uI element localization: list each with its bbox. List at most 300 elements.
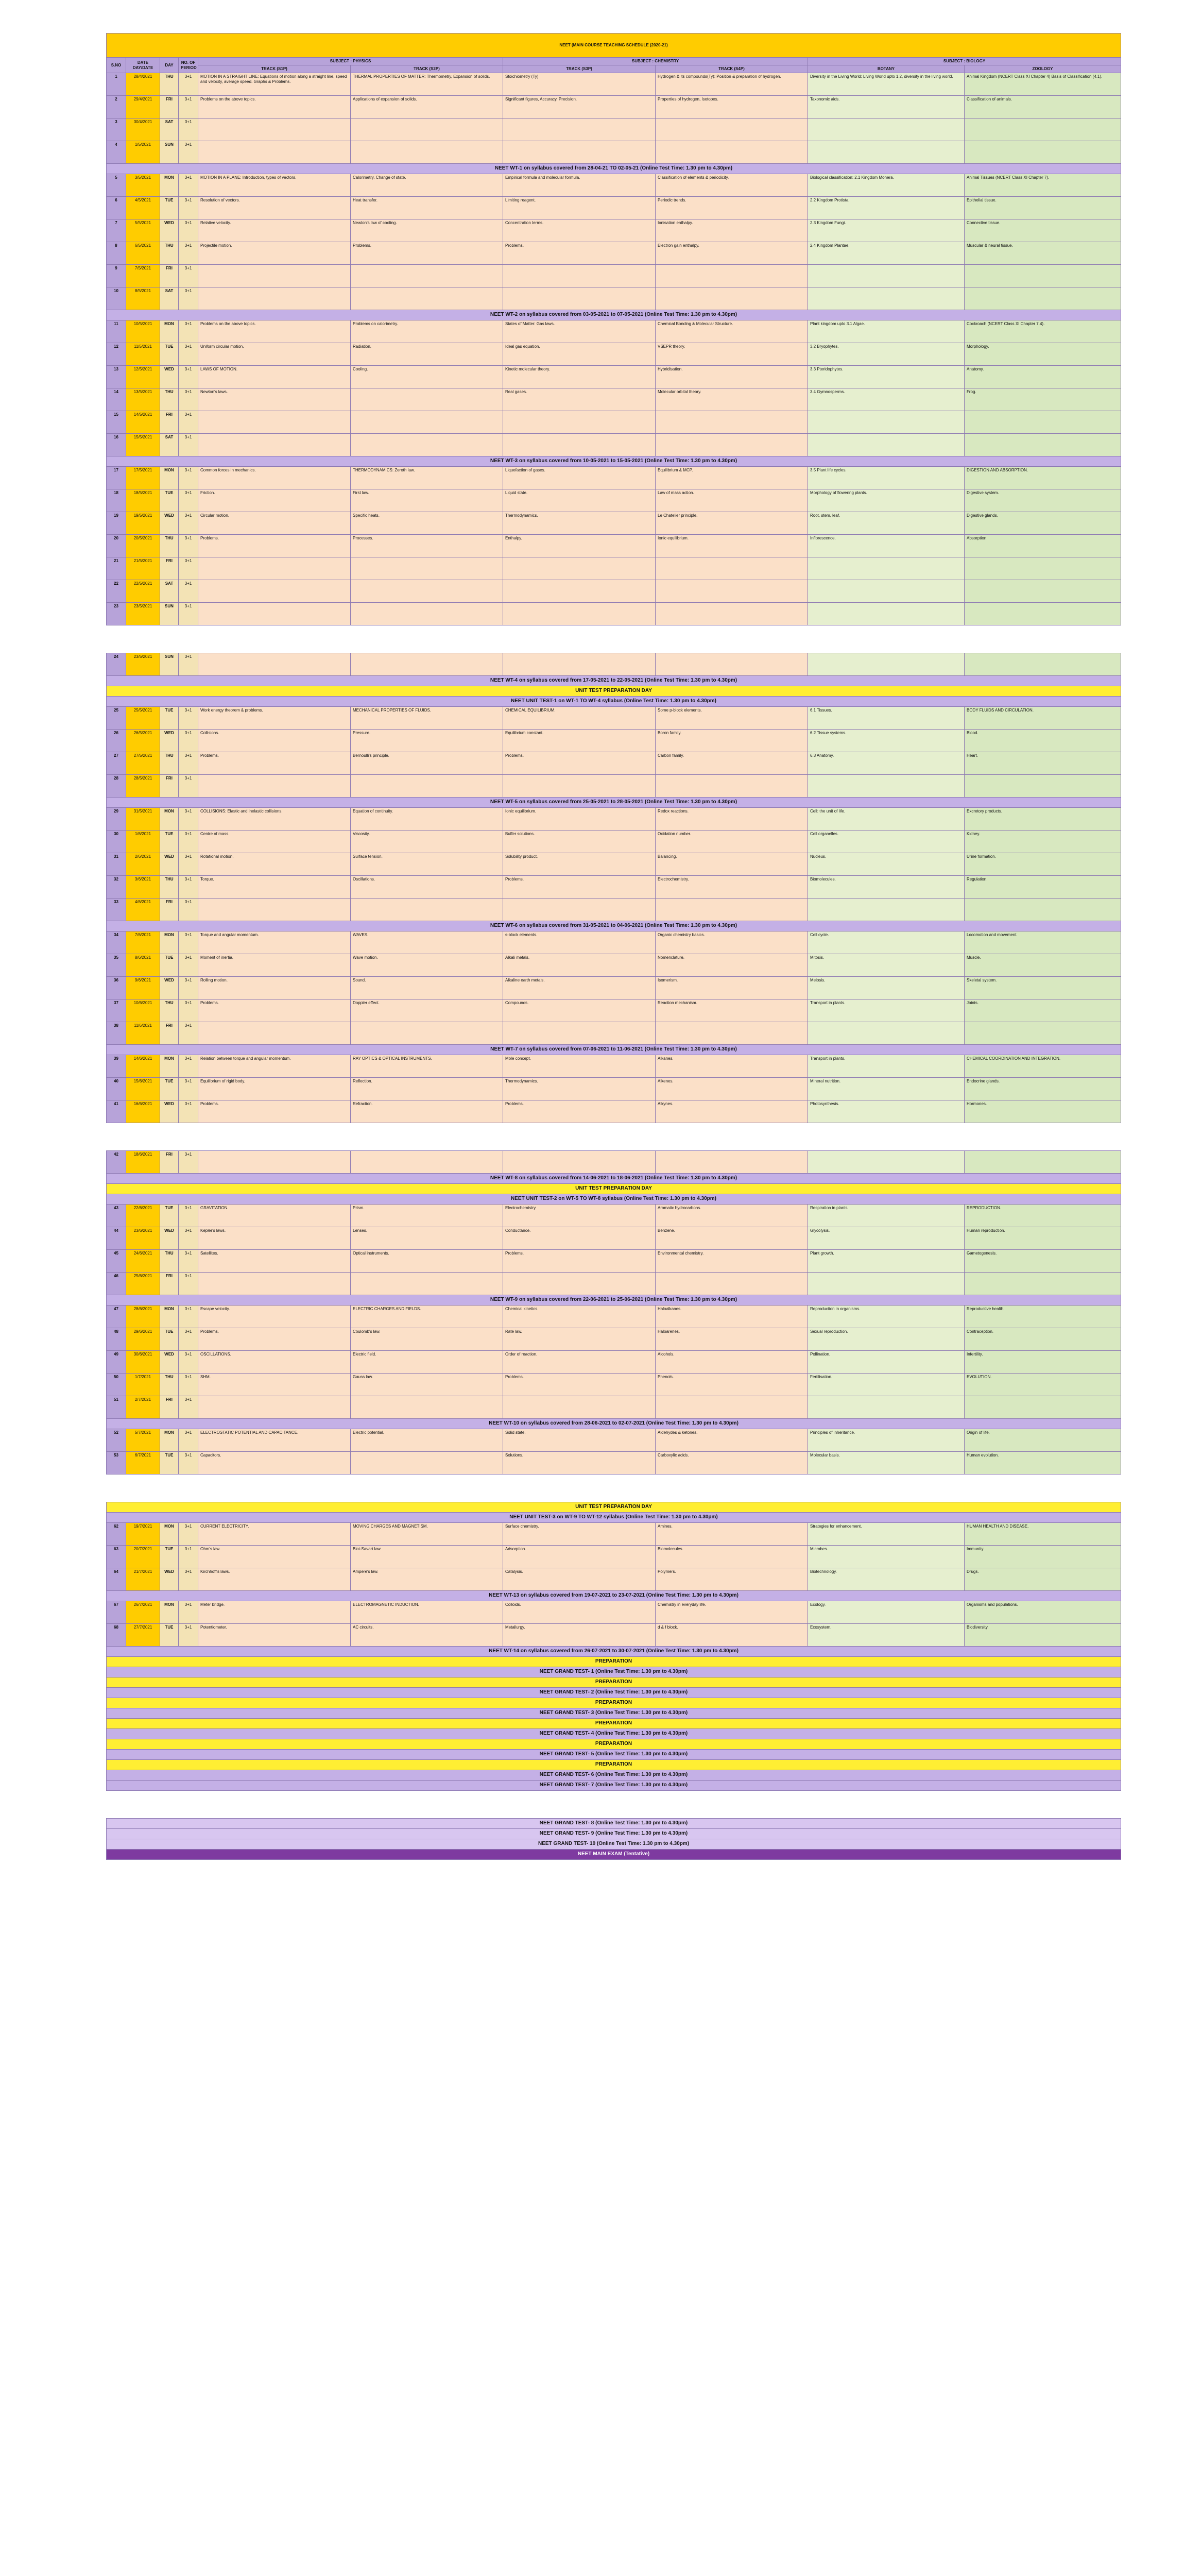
row-periods: 3+1 <box>179 1273 198 1295</box>
chemistry-track-s3-cell: Solutions. <box>503 1452 656 1475</box>
row-day: WED <box>160 1351 179 1374</box>
physics-track-s1-cell: Relative velocity. <box>198 219 351 242</box>
chemistry-track-s4-cell: Le Chatelier principle. <box>656 512 808 535</box>
row-number: 37 <box>107 999 126 1022</box>
chemistry-track-s3-cell: Alkaline earth metals. <box>503 977 656 999</box>
row-periods: 3+1 <box>179 1250 198 1273</box>
chemistry-track-s4-cell: Properties of hydrogen, Isotopes. <box>656 96 808 118</box>
row-number: 38 <box>107 1022 126 1045</box>
schedule-day-row <box>107 752 1121 775</box>
row-periods: 3+1 <box>179 752 198 775</box>
schedule-banner-row <box>107 1419 1121 1429</box>
physics-track-s1-cell: ELECTROSTATIC POTENTIAL AND CAPACITANCE. <box>198 1429 351 1452</box>
row-day: TUE <box>160 343 179 366</box>
schedule-banner-row <box>107 1781 1121 1791</box>
row-date: 20/7/2021 <box>126 1546 160 1568</box>
physics-track-s1-cell <box>198 603 351 625</box>
physics-track-s1-cell: MOTION IN A STRAIGHT LINE: Equations of motion along a straight line, speed and velocity, average speed. Graphs & Problems. <box>198 73 351 96</box>
row-date: 11/6/2021 <box>126 1022 160 1045</box>
botany-cell: Cell cycle. <box>808 931 965 954</box>
botany-cell: Transport in plants. <box>808 1055 965 1078</box>
botany-cell: Inflorescence. <box>808 535 965 557</box>
row-periods: 3+1 <box>179 653 198 676</box>
physics-track-s2-cell: THERMODYNAMICS: Zeroth law. <box>351 467 503 489</box>
physics-track-s1-cell: Kepler's laws. <box>198 1227 351 1250</box>
schedule-banner-row <box>107 1760 1121 1770</box>
row-day: THU <box>160 752 179 775</box>
col-botany: BOTANY <box>808 65 965 73</box>
chemistry-track-s3-cell: Problems. <box>503 1100 656 1123</box>
chemistry-track-s4-cell: Haloarenes. <box>656 1328 808 1351</box>
row-day: MON <box>160 1523 179 1546</box>
physics-track-s2-cell: Calorimetry, Change of state. <box>351 174 503 197</box>
schedule-day-row <box>107 1452 1121 1475</box>
chemistry-track-s4-cell: Chemical Bonding & Molecular Structure. <box>656 320 808 343</box>
zoology-cell <box>965 775 1121 798</box>
row-periods: 3+1 <box>179 174 198 197</box>
banner-text: NEET GRAND TEST- 2 (Online Test Time: 1.30 pm to 4.30pm) <box>107 1688 1121 1698</box>
physics-track-s1-cell <box>198 1396 351 1419</box>
botany-cell <box>808 265 965 287</box>
row-date: 8/5/2021 <box>126 287 160 310</box>
zoology-cell: Skeletal system. <box>965 977 1121 999</box>
chemistry-track-s3-cell: Empirical formula and molecular formula. <box>503 174 656 197</box>
row-date: 14/5/2021 <box>126 411 160 434</box>
physics-track-s1-cell: Problems on the above topics. <box>198 96 351 118</box>
schedule-banner-row <box>107 1657 1121 1667</box>
row-number: 43 <box>107 1205 126 1227</box>
row-date: 24/6/2021 <box>126 1250 160 1273</box>
chemistry-track-s3-cell: Significant figures, Accuracy, Precision. <box>503 96 656 118</box>
banner-text: PREPARATION <box>107 1698 1121 1708</box>
row-number: 20 <box>107 535 126 557</box>
physics-track-s2-cell: MECHANICAL PROPERTIES OF FLUIDS. <box>351 707 503 730</box>
row-date: 5/7/2021 <box>126 1429 160 1452</box>
physics-track-s2-cell: Bernoulli's principle. <box>351 752 503 775</box>
chemistry-track-s3-cell: Adsorption. <box>503 1546 656 1568</box>
banner-text: NEET WT-9 on syllabus covered from 22-06-2021 to 25-06-2021 (Online Test Time: 1.30 pm to 4.30pm) <box>107 1295 1121 1306</box>
row-number: 32 <box>107 876 126 899</box>
page-gap <box>107 625 1121 653</box>
row-day: THU <box>160 1250 179 1273</box>
row-date: 26/5/2021 <box>126 730 160 752</box>
schedule-banner-row <box>107 456 1121 467</box>
botany-cell: 3.5 Plant life cycles. <box>808 467 965 489</box>
row-date: 28/5/2021 <box>126 775 160 798</box>
physics-track-s1-cell: Escape velocity. <box>198 1306 351 1328</box>
physics-track-s2-cell: Electric potential. <box>351 1429 503 1452</box>
schedule-title: NEET (MAIN COURSE TEACHING SCHEDULE (2020-21) <box>107 33 1121 58</box>
zoology-cell: REPRODUCTION. <box>965 1205 1121 1227</box>
row-date: 27/5/2021 <box>126 752 160 775</box>
chemistry-track-s4-cell <box>656 434 808 456</box>
chemistry-track-s4-cell: Haloalkanes. <box>656 1306 808 1328</box>
row-number: 67 <box>107 1601 126 1624</box>
row-date: 27/7/2021 <box>126 1624 160 1647</box>
row-number: 46 <box>107 1273 126 1295</box>
row-number: 23 <box>107 603 126 625</box>
zoology-cell: CHEMICAL COORDINATION AND INTEGRATION. <box>965 1055 1121 1078</box>
row-periods: 3+1 <box>179 197 198 219</box>
physics-track-s1-cell: Problems. <box>198 1328 351 1351</box>
row-date: 23/5/2021 <box>126 653 160 676</box>
zoology-cell: Heart. <box>965 752 1121 775</box>
banner-text: NEET GRAND TEST- 7 (Online Test Time: 1.30 pm to 4.30pm) <box>107 1781 1121 1791</box>
schedule-day-row <box>107 343 1121 366</box>
row-day: FRI <box>160 1273 179 1295</box>
schedule-day-row <box>107 1100 1121 1123</box>
row-number: 2 <box>107 96 126 118</box>
row-day: SUN <box>160 603 179 625</box>
physics-track-s2-cell: First law. <box>351 489 503 512</box>
schedule-banner-row <box>107 1770 1121 1781</box>
schedule-banner-row <box>107 1513 1121 1523</box>
chemistry-track-s3-cell <box>503 265 656 287</box>
physics-track-s2-cell <box>351 411 503 434</box>
botany-cell <box>808 411 965 434</box>
physics-track-s2-cell: Newton's law of cooling. <box>351 219 503 242</box>
physics-track-s2-cell <box>351 899 503 921</box>
schedule-banner-row <box>107 1750 1121 1760</box>
chemistry-track-s3-cell: Limiting reagent. <box>503 197 656 219</box>
row-date: 6/5/2021 <box>126 242 160 265</box>
schedule-day-row <box>107 118 1121 141</box>
row-periods: 3+1 <box>179 1396 198 1419</box>
physics-track-s2-cell: Viscosity. <box>351 831 503 853</box>
chemistry-track-s4-cell: Carboxylic acids. <box>656 1452 808 1475</box>
row-day: FRI <box>160 1151 179 1174</box>
zoology-cell <box>965 118 1121 141</box>
schedule-banner-row <box>107 164 1121 174</box>
row-periods: 3+1 <box>179 876 198 899</box>
physics-track-s2-cell: Cooling. <box>351 366 503 388</box>
chemistry-track-s4-cell: Some p-block elements. <box>656 707 808 730</box>
physics-track-s2-cell: ELECTROMAGNETIC INDUCTION. <box>351 1601 503 1624</box>
zoology-cell: Anatomy. <box>965 366 1121 388</box>
row-date: 20/5/2021 <box>126 535 160 557</box>
zoology-cell <box>965 899 1121 921</box>
row-date: 10/5/2021 <box>126 320 160 343</box>
botany-cell: Pollination. <box>808 1351 965 1374</box>
row-date: 3/6/2021 <box>126 876 160 899</box>
row-number: 62 <box>107 1523 126 1546</box>
schedule-day-row <box>107 899 1121 921</box>
chemistry-track-s4-cell: Phenols. <box>656 1374 808 1396</box>
row-periods: 3+1 <box>179 141 198 164</box>
physics-track-s2-cell: Coulomb's law. <box>351 1328 503 1351</box>
schedule-banner-row <box>107 1729 1121 1739</box>
schedule-banner-row <box>107 676 1121 686</box>
schedule-table <box>106 33 1121 1860</box>
chemistry-track-s4-cell: VSEPR theory. <box>656 343 808 366</box>
row-date: 7/6/2021 <box>126 931 160 954</box>
physics-track-s1-cell: GRAVITATION. <box>198 1205 351 1227</box>
row-number: 3 <box>107 118 126 141</box>
page-gap <box>107 1475 1121 1502</box>
chemistry-track-s4-cell: Classification of elements & periodicity. <box>656 174 808 197</box>
physics-track-s1-cell: Capacitors. <box>198 1452 351 1475</box>
row-periods: 3+1 <box>179 118 198 141</box>
schedule-banner-row <box>107 1295 1121 1306</box>
schedule-banner-row <box>107 1819 1121 1829</box>
row-date: 29/4/2021 <box>126 96 160 118</box>
row-date: 1/7/2021 <box>126 1374 160 1396</box>
row-day: TUE <box>160 1328 179 1351</box>
banner-text: PREPARATION <box>107 1677 1121 1688</box>
physics-track-s1-cell <box>198 653 351 676</box>
row-day: MON <box>160 467 179 489</box>
physics-track-s2-cell: Gauss law. <box>351 1374 503 1396</box>
row-periods: 3+1 <box>179 954 198 977</box>
physics-track-s1-cell: OSCILLATIONS. <box>198 1351 351 1374</box>
botany-cell: Fertilisation. <box>808 1374 965 1396</box>
chemistry-track-s4-cell <box>656 411 808 434</box>
botany-cell <box>808 603 965 625</box>
physics-track-s2-cell: Reflection. <box>351 1078 503 1100</box>
physics-track-s2-cell: Problems. <box>351 242 503 265</box>
physics-track-s2-cell: Equation of continuity. <box>351 808 503 831</box>
schedule-day-row <box>107 1601 1121 1624</box>
physics-track-s1-cell: Moment of inertia. <box>198 954 351 977</box>
row-day: WED <box>160 977 179 999</box>
chemistry-track-s4-cell: d & f block. <box>656 1624 808 1647</box>
physics-track-s2-cell: Surface tension. <box>351 853 503 876</box>
zoology-cell: Morphology. <box>965 343 1121 366</box>
row-number: 36 <box>107 977 126 999</box>
banner-text: NEET WT-6 on syllabus covered from 31-05-2021 to 04-06-2021 (Online Test Time: 1.30 pm to 4.30pm) <box>107 921 1121 931</box>
chemistry-track-s4-cell: Electron gain enthalpy. <box>656 242 808 265</box>
row-day: FRI <box>160 557 179 580</box>
row-date: 26/7/2021 <box>126 1601 160 1624</box>
zoology-cell: Gametogenesis. <box>965 1250 1121 1273</box>
chemistry-track-s4-cell: Benzene. <box>656 1227 808 1250</box>
row-periods: 3+1 <box>179 489 198 512</box>
row-periods: 3+1 <box>179 899 198 921</box>
chemistry-track-s3-cell <box>503 580 656 603</box>
zoology-cell: Contraception. <box>965 1328 1121 1351</box>
zoology-cell: BODY FLUIDS AND CIRCULATION. <box>965 707 1121 730</box>
banner-text: NEET GRAND TEST- 1 (Online Test Time: 1.30 pm to 4.30pm) <box>107 1667 1121 1677</box>
physics-track-s2-cell: Applications of expansion of solids. <box>351 96 503 118</box>
row-date: 10/6/2021 <box>126 999 160 1022</box>
chemistry-track-s4-cell <box>656 1022 808 1045</box>
chemistry-track-s3-cell: Rate law. <box>503 1328 656 1351</box>
schedule-day-row <box>107 535 1121 557</box>
schedule-day-row <box>107 320 1121 343</box>
row-date: 21/7/2021 <box>126 1568 160 1591</box>
zoology-cell: Connective tissue. <box>965 219 1121 242</box>
physics-track-s2-cell <box>351 1151 503 1174</box>
physics-track-s1-cell: Newton's laws. <box>198 388 351 411</box>
schedule-day-row <box>107 876 1121 899</box>
schedule-day-row <box>107 1523 1121 1546</box>
row-number: 19 <box>107 512 126 535</box>
row-day: MON <box>160 1429 179 1452</box>
physics-track-s2-cell <box>351 1022 503 1045</box>
chemistry-track-s3-cell: Catalysis. <box>503 1568 656 1591</box>
physics-track-s1-cell: Problems. <box>198 1100 351 1123</box>
physics-track-s1-cell <box>198 411 351 434</box>
physics-track-s2-cell: Processes. <box>351 535 503 557</box>
schedule-day-row <box>107 197 1121 219</box>
row-date: 15/6/2021 <box>126 1078 160 1100</box>
row-date: 28/6/2021 <box>126 1306 160 1328</box>
row-periods: 3+1 <box>179 557 198 580</box>
row-periods: 3+1 <box>179 1523 198 1546</box>
row-number: 45 <box>107 1250 126 1273</box>
schedule-banner-row <box>107 1688 1121 1698</box>
physics-track-s2-cell: Pressure. <box>351 730 503 752</box>
row-day: WED <box>160 853 179 876</box>
row-date: 29/6/2021 <box>126 1328 160 1351</box>
row-day: TUE <box>160 1624 179 1647</box>
banner-text: NEET GRAND TEST- 9 (Online Test Time: 1.30 pm to 4.30pm) <box>107 1829 1121 1839</box>
chemistry-track-s4-cell: Amines. <box>656 1523 808 1546</box>
zoology-cell <box>965 434 1121 456</box>
physics-track-s1-cell: Collisions. <box>198 730 351 752</box>
chemistry-track-s4-cell: Balancing. <box>656 853 808 876</box>
physics-track-s2-cell: ELECTRIC CHARGES AND FIELDS. <box>351 1306 503 1328</box>
row-periods: 3+1 <box>179 388 198 411</box>
chemistry-track-s4-cell <box>656 1396 808 1419</box>
physics-track-s1-cell <box>198 775 351 798</box>
schedule-banner-row <box>107 1647 1121 1657</box>
physics-track-s2-cell: Electric field. <box>351 1351 503 1374</box>
chemistry-track-s4-cell: Environmental chemistry. <box>656 1250 808 1273</box>
banner-text: NEET GRAND TEST- 5 (Online Test Time: 1.30 pm to 4.30pm) <box>107 1750 1121 1760</box>
chemistry-track-s3-cell: Surface chemistry. <box>503 1523 656 1546</box>
physics-track-s1-cell: Relation between torque and angular momentum. <box>198 1055 351 1078</box>
row-number: 1 <box>107 73 126 96</box>
banner-text: NEET UNIT TEST-1 on WT-1 TO WT-4 syllabus (Online Test Time: 1.30 pm to 4.30pm) <box>107 697 1121 707</box>
physics-track-s1-cell: SHM. <box>198 1374 351 1396</box>
physics-track-s2-cell <box>351 580 503 603</box>
banner-text: NEET WT-8 on syllabus covered from 14-06-2021 to 18-06-2021 (Online Test Time: 1.30 pm to 4.30pm) <box>107 1174 1121 1184</box>
banner-text: NEET WT-10 on syllabus covered from 28-06-2021 to 02-07-2021 (Online Test Time: 1.30 pm to 4.30pm) <box>107 1419 1121 1429</box>
row-periods: 3+1 <box>179 287 198 310</box>
physics-track-s1-cell: MOTION IN A PLANE: Introduction, types of vectors. <box>198 174 351 197</box>
row-date: 12/5/2021 <box>126 366 160 388</box>
physics-track-s1-cell: Problems. <box>198 535 351 557</box>
schedule-day-row <box>107 73 1121 96</box>
physics-track-s1-cell: Problems on the above topics. <box>198 320 351 343</box>
row-day: THU <box>160 388 179 411</box>
zoology-cell: Muscle. <box>965 954 1121 977</box>
chemistry-track-s3-cell <box>503 411 656 434</box>
row-number: 26 <box>107 730 126 752</box>
chemistry-track-s3-cell <box>503 1396 656 1419</box>
botany-cell: Meiosis. <box>808 977 965 999</box>
row-periods: 3+1 <box>179 1078 198 1100</box>
col-sno: S.NO <box>107 58 126 73</box>
chemistry-track-s4-cell: Organic chemistry basics. <box>656 931 808 954</box>
chemistry-track-s3-cell: Mole concept. <box>503 1055 656 1078</box>
row-date: 21/5/2021 <box>126 557 160 580</box>
banner-text: UNIT TEST PREPARATION DAY <box>107 1184 1121 1194</box>
row-number: 6 <box>107 197 126 219</box>
row-day: WED <box>160 1100 179 1123</box>
row-number: 44 <box>107 1227 126 1250</box>
row-day: TUE <box>160 707 179 730</box>
physics-track-s2-cell <box>351 775 503 798</box>
banner-text: NEET WT-3 on syllabus covered from 10-05-2021 to 15-05-2021 (Online Test Time: 1.30 pm to 4.30pm) <box>107 456 1121 467</box>
chemistry-track-s4-cell: Oxidation number. <box>656 831 808 853</box>
chemistry-track-s3-cell <box>503 899 656 921</box>
schedule-day-row <box>107 931 1121 954</box>
physics-track-s1-cell: Work energy theorem & problems. <box>198 707 351 730</box>
zoology-cell <box>965 557 1121 580</box>
banner-text: PREPARATION <box>107 1719 1121 1729</box>
row-periods: 3+1 <box>179 1227 198 1250</box>
physics-track-s1-cell <box>198 580 351 603</box>
botany-cell: 6.2 Tissue systems. <box>808 730 965 752</box>
col-track-s1: TRACK (S1P) <box>198 65 351 73</box>
zoology-cell <box>965 411 1121 434</box>
row-date: 23/6/2021 <box>126 1227 160 1250</box>
physics-track-s2-cell: Prism. <box>351 1205 503 1227</box>
physics-track-s2-cell <box>351 287 503 310</box>
row-date: 25/5/2021 <box>126 707 160 730</box>
chemistry-track-s3-cell: Buffer solutions. <box>503 831 656 853</box>
row-number: 50 <box>107 1374 126 1396</box>
col-biology: SUBJECT : BIOLOGY <box>808 58 1121 65</box>
schedule-day-row <box>107 557 1121 580</box>
banner-text: NEET MAIN EXAM (Tentative) <box>107 1850 1121 1860</box>
zoology-cell: Regulation. <box>965 876 1121 899</box>
physics-track-s1-cell: Projectile motion. <box>198 242 351 265</box>
physics-track-s1-cell: Centre of mass. <box>198 831 351 853</box>
col-day: DAY <box>160 58 179 73</box>
botany-cell <box>808 118 965 141</box>
row-date: 4/6/2021 <box>126 899 160 921</box>
zoology-cell <box>965 141 1121 164</box>
chemistry-track-s4-cell: Equilibrium & MCP. <box>656 467 808 489</box>
botany-cell <box>808 1396 965 1419</box>
chemistry-track-s4-cell <box>656 653 808 676</box>
row-number: 49 <box>107 1351 126 1374</box>
row-day: FRI <box>160 775 179 798</box>
physics-track-s1-cell <box>198 434 351 456</box>
chemistry-track-s3-cell: Enthalpy. <box>503 535 656 557</box>
zoology-cell: Endocrine glands. <box>965 1078 1121 1100</box>
row-number: 22 <box>107 580 126 603</box>
chemistry-track-s4-cell <box>656 557 808 580</box>
col-track-s4: TRACK (S4P) <box>656 65 808 73</box>
chemistry-track-s3-cell: Conductance. <box>503 1227 656 1250</box>
row-periods: 3+1 <box>179 1328 198 1351</box>
schedule-day-row <box>107 242 1121 265</box>
botany-cell: 3.2 Bryophytes. <box>808 343 965 366</box>
banner-text: PREPARATION <box>107 1739 1121 1750</box>
row-number: 53 <box>107 1452 126 1475</box>
zoology-cell: Joints. <box>965 999 1121 1022</box>
chemistry-track-s3-cell <box>503 603 656 625</box>
row-number: 10 <box>107 287 126 310</box>
chemistry-track-s4-cell: Alkynes. <box>656 1100 808 1123</box>
schedule-banner-row <box>107 1667 1121 1677</box>
chemistry-track-s3-cell: Real gases. <box>503 388 656 411</box>
row-number: 31 <box>107 853 126 876</box>
row-day: TUE <box>160 954 179 977</box>
row-day: MON <box>160 1306 179 1328</box>
row-number: 68 <box>107 1624 126 1647</box>
row-day: THU <box>160 242 179 265</box>
schedule-banner-row <box>107 1698 1121 1708</box>
row-periods: 3+1 <box>179 707 198 730</box>
row-number: 52 <box>107 1429 126 1452</box>
row-date: 16/6/2021 <box>126 1100 160 1123</box>
schedule-banner-row <box>107 1829 1121 1839</box>
